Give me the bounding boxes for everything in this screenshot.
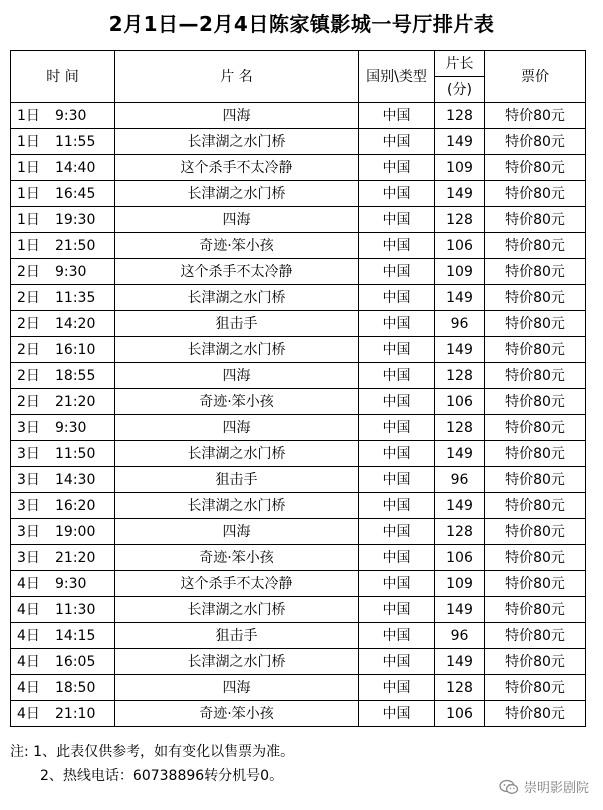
showtime-day: 2日: [17, 315, 40, 332]
cell-country: 中国: [359, 571, 435, 597]
showtime-day: 1日: [17, 185, 40, 202]
table-row: [11, 363, 586, 389]
cell-film-title: 狙击手: [115, 623, 359, 649]
showtime-day: 2日: [17, 289, 40, 306]
wechat-icon: [499, 779, 519, 795]
showtime-day: 3日: [17, 471, 40, 488]
cell-film-title: 长津湖之水门桥: [115, 597, 359, 623]
cell-country: 中国: [359, 649, 435, 675]
showtime-time: 19:30: [55, 211, 96, 228]
cell-length: 149: [435, 285, 485, 311]
cell-length: 149: [435, 337, 485, 363]
cell-film-title: 四海: [115, 103, 359, 129]
cell-time: [11, 363, 115, 389]
showtime-time: 21:10: [55, 705, 96, 722]
showtime-day: 2日: [17, 341, 40, 358]
table-row: [11, 311, 586, 337]
cell-length: 106: [435, 233, 485, 259]
cell-length: 109: [435, 571, 485, 597]
cell-length: 128: [435, 519, 485, 545]
showtime-time: 14:40: [55, 159, 96, 176]
cell-length: 128: [435, 363, 485, 389]
table-row: [11, 701, 586, 727]
cell-length: 96: [435, 467, 485, 493]
cell-time: [11, 259, 115, 285]
showtime-time: 16:05: [55, 653, 96, 670]
page-title: 2月1日—2月4日陈家镇影城一号厅排片表: [108, 12, 495, 36]
cell-price: 特价80元: [485, 233, 586, 259]
cell-length: 96: [435, 311, 485, 337]
cell-price: 特价80元: [485, 129, 586, 155]
cell-price: 特价80元: [485, 545, 586, 571]
cell-length: 106: [435, 701, 485, 727]
cell-film-title: 这个杀手不太冷静: [115, 259, 359, 285]
cell-film-title: 这个杀手不太冷静: [115, 155, 359, 181]
table-row: [11, 155, 586, 181]
showtime-day: 4日: [17, 601, 40, 618]
cell-price: 特价80元: [485, 207, 586, 233]
cell-film-title: 四海: [115, 415, 359, 441]
showtime-day: 1日: [17, 237, 40, 254]
schedule-rows: [11, 103, 586, 727]
cell-time: [11, 311, 115, 337]
cell-price: 特价80元: [485, 337, 586, 363]
showtime-time: 14:30: [55, 471, 96, 488]
cell-film-title: 四海: [115, 207, 359, 233]
showtime-day: 1日: [17, 133, 40, 150]
cell-time: [11, 493, 115, 519]
cell-film-title: 长津湖之水门桥: [115, 337, 359, 363]
showtime-day: 3日: [17, 549, 40, 566]
table-row: [11, 181, 586, 207]
showtime-day: 1日: [17, 159, 40, 176]
cell-length: 149: [435, 129, 485, 155]
table-row: [11, 103, 586, 129]
showtime-time: 14:20: [55, 315, 96, 332]
header-length: 片长: [435, 51, 485, 77]
table-row: [11, 129, 586, 155]
table-row: [11, 389, 586, 415]
cell-country: 中国: [359, 129, 435, 155]
showtime-day: 1日: [17, 107, 40, 124]
showtime-time: 11:55: [55, 133, 96, 150]
cell-country: 中国: [359, 623, 435, 649]
cell-length: 149: [435, 493, 485, 519]
header-length-unit: (分): [435, 77, 485, 103]
cell-price: 特价80元: [485, 181, 586, 207]
cell-price: 特价80元: [485, 649, 586, 675]
cell-time: [11, 129, 115, 155]
cell-film-title: 这个杀手不太冷静: [115, 571, 359, 597]
table-row: [11, 493, 586, 519]
cell-country: 中国: [359, 337, 435, 363]
cell-country: 中国: [359, 467, 435, 493]
cell-length: 149: [435, 181, 485, 207]
cell-price: 特价80元: [485, 415, 586, 441]
cell-country: 中国: [359, 597, 435, 623]
table-row: [11, 675, 586, 701]
showtime-day: 2日: [17, 393, 40, 410]
showtime-time: 21:50: [55, 237, 96, 254]
cell-length: 96: [435, 623, 485, 649]
cell-price: 特价80元: [485, 259, 586, 285]
table-header-row: [11, 51, 586, 77]
showtime-day: 4日: [17, 627, 40, 644]
cell-price: 特价80元: [485, 363, 586, 389]
cell-country: 中国: [359, 519, 435, 545]
cell-price: 特价80元: [485, 285, 586, 311]
cell-time: [11, 389, 115, 415]
cell-price: 特价80元: [485, 467, 586, 493]
cell-time: [11, 103, 115, 129]
cell-country: 中国: [359, 363, 435, 389]
showtime-time: 16:45: [55, 185, 96, 202]
cell-time: [11, 155, 115, 181]
cell-film-title: 长津湖之水门桥: [115, 649, 359, 675]
cell-film-title: 奇迹·笨小孩: [115, 701, 359, 727]
cell-film-title: 四海: [115, 363, 359, 389]
header-price: 票价: [485, 51, 586, 103]
cell-price: 特价80元: [485, 571, 586, 597]
cell-length: 149: [435, 597, 485, 623]
header-film: 片 名: [115, 51, 359, 103]
cell-time: [11, 285, 115, 311]
showtime-time: 11:30: [55, 601, 96, 618]
showtime-time: 9:30: [55, 107, 87, 124]
cell-price: 特价80元: [485, 519, 586, 545]
cell-country: 中国: [359, 675, 435, 701]
cell-country: 中国: [359, 701, 435, 727]
cell-country: 中国: [359, 103, 435, 129]
table-row: [11, 415, 586, 441]
showtime-time: 21:20: [55, 393, 96, 410]
cell-film-title: 长津湖之水门桥: [115, 129, 359, 155]
cell-film-title: 狙击手: [115, 311, 359, 337]
cell-length: 106: [435, 389, 485, 415]
table-row: [11, 571, 586, 597]
cell-country: 中国: [359, 311, 435, 337]
showtime-day: 3日: [17, 445, 40, 462]
showtime-day: 3日: [17, 419, 40, 436]
table-row: [11, 259, 586, 285]
showtime-day: 3日: [17, 523, 40, 540]
showtime-day: 4日: [17, 575, 40, 592]
cell-time: [11, 181, 115, 207]
cell-length: 128: [435, 415, 485, 441]
cell-country: 中国: [359, 207, 435, 233]
cell-time: [11, 571, 115, 597]
cell-country: 中国: [359, 233, 435, 259]
cell-time: [11, 467, 115, 493]
cell-country: 中国: [359, 285, 435, 311]
cell-film-title: 长津湖之水门桥: [115, 441, 359, 467]
cell-price: 特价80元: [485, 103, 586, 129]
cell-time: [11, 649, 115, 675]
showtime-day: 4日: [17, 705, 40, 722]
cell-length: 109: [435, 155, 485, 181]
showtime-time: 14:15: [55, 627, 96, 644]
table-row: [11, 597, 586, 623]
cell-time: [11, 597, 115, 623]
cell-length: 128: [435, 207, 485, 233]
cell-length: 106: [435, 545, 485, 571]
table-row: [11, 233, 586, 259]
showtime-time: 18:55: [55, 367, 96, 384]
cell-time: [11, 441, 115, 467]
cell-price: 特价80元: [485, 597, 586, 623]
cell-film-title: 奇迹·笨小孩: [115, 233, 359, 259]
table-row: [11, 649, 586, 675]
header-country-type: 国别\类型: [359, 51, 435, 103]
cell-time: [11, 675, 115, 701]
cell-price: 特价80元: [485, 701, 586, 727]
showtime-time: 9:30: [55, 263, 87, 280]
watermark: [499, 777, 589, 796]
showtime-day: 4日: [17, 653, 40, 670]
cell-time: [11, 337, 115, 363]
cell-film-title: 长津湖之水门桥: [115, 285, 359, 311]
table-row: [11, 441, 586, 467]
cell-length: 128: [435, 675, 485, 701]
schedule-table: [10, 50, 586, 727]
cell-price: 特价80元: [485, 389, 586, 415]
cell-price: 特价80元: [485, 675, 586, 701]
cell-price: 特价80元: [485, 311, 586, 337]
cell-time: [11, 701, 115, 727]
showtime-time: 16:10: [55, 341, 96, 358]
cell-time: [11, 233, 115, 259]
cell-country: 中国: [359, 389, 435, 415]
cell-length: 109: [435, 259, 485, 285]
cell-time: [11, 415, 115, 441]
table-row: [11, 467, 586, 493]
showtime-time: 19:00: [55, 523, 96, 540]
showtime-day: 2日: [17, 367, 40, 384]
showtime-day: 2日: [17, 263, 40, 280]
table-row: [11, 337, 586, 363]
cell-film-title: 长津湖之水门桥: [115, 181, 359, 207]
showtime-time: 18:50: [55, 679, 96, 696]
showtime-time: 21:20: [55, 549, 96, 566]
table-row: [11, 285, 586, 311]
cell-film-title: 四海: [115, 675, 359, 701]
cell-price: 特价80元: [485, 623, 586, 649]
cell-time: [11, 519, 115, 545]
showtime-time: 11:50: [55, 445, 96, 462]
showtime-time: 9:30: [55, 419, 87, 436]
header-time: 时 间: [11, 51, 115, 103]
cell-length: 128: [435, 103, 485, 129]
cell-film-title: 奇迹·笨小孩: [115, 389, 359, 415]
watermark-text: 崇明影剧院: [523, 781, 589, 796]
showtime-day: 4日: [17, 679, 40, 696]
cell-country: 中国: [359, 181, 435, 207]
cell-film-title: 狙击手: [115, 467, 359, 493]
cell-length: 149: [435, 649, 485, 675]
cell-film-title: 奇迹·笨小孩: [115, 545, 359, 571]
cell-country: 中国: [359, 155, 435, 181]
showtime-time: 11:35: [55, 289, 96, 306]
table-row: [11, 519, 586, 545]
cell-country: 中国: [359, 493, 435, 519]
showtime-time: 9:30: [55, 575, 87, 592]
cell-country: 中国: [359, 415, 435, 441]
note-line-2: 2、热线电话：60738896转分机号0。: [40, 768, 284, 784]
cell-film-title: 长津湖之水门桥: [115, 493, 359, 519]
showtime-day: 1日: [17, 211, 40, 228]
cell-time: [11, 545, 115, 571]
cell-length: 149: [435, 441, 485, 467]
cell-time: [11, 207, 115, 233]
showtime-time: 16:20: [55, 497, 96, 514]
cell-film-title: 四海: [115, 519, 359, 545]
cell-price: 特价80元: [485, 441, 586, 467]
cell-country: 中国: [359, 441, 435, 467]
cell-country: 中国: [359, 545, 435, 571]
table-row: [11, 623, 586, 649]
cell-price: 特价80元: [485, 155, 586, 181]
showtime-day: 3日: [17, 497, 40, 514]
cell-country: 中国: [359, 259, 435, 285]
table-row: [11, 207, 586, 233]
cell-price: 特价80元: [485, 493, 586, 519]
table-row: [11, 545, 586, 571]
cell-time: [11, 623, 115, 649]
note-line-1: 注: 1、此表仅供参考，如有变化以售票为准。: [10, 744, 295, 760]
